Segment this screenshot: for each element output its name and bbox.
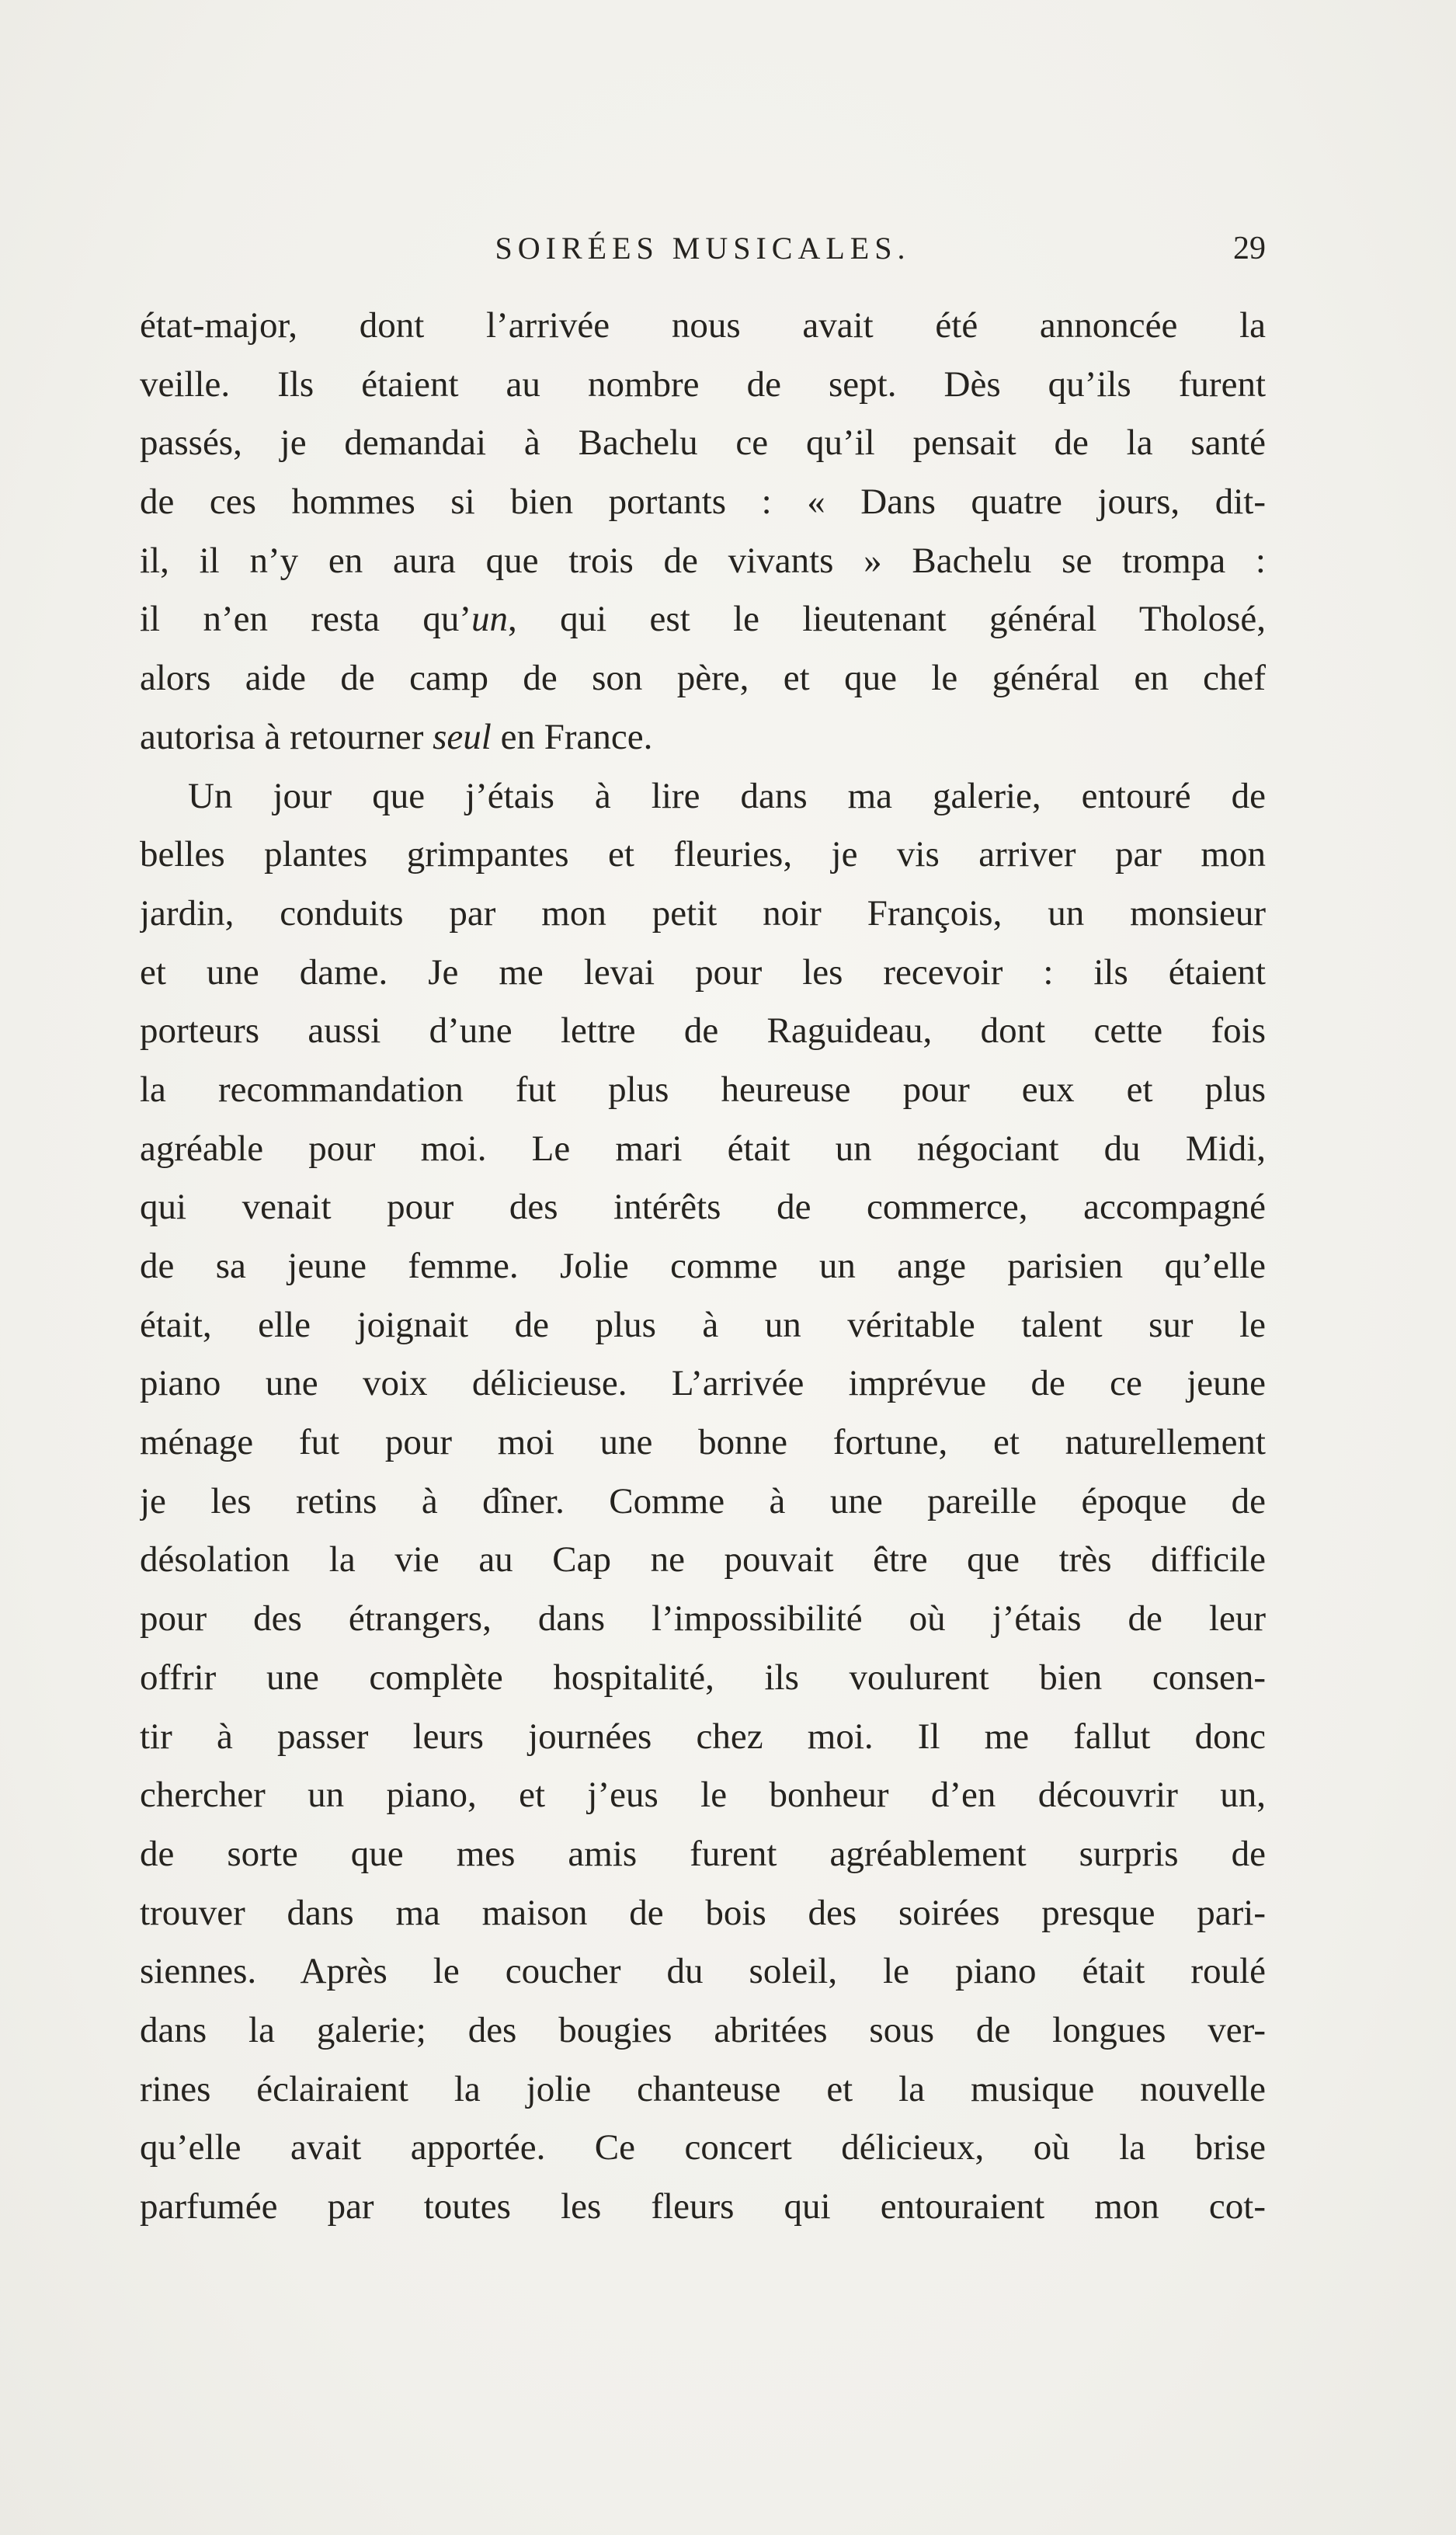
text-line: agréable pour moi. Le mari était un négociant du Midi, xyxy=(140,1128,1266,1169)
text-line: alors aide de camp de son père, et que le général en chef xyxy=(140,658,1266,699)
text-line: la recommandation fut plus heureuse pour eux et plus xyxy=(140,1069,1266,1110)
running-head xyxy=(140,225,1266,272)
italic-word: un xyxy=(471,599,509,640)
text-line: pour des étrangers, dans l’impossibilité où j’étais de leur xyxy=(140,1598,1266,1640)
text-line: désolation la vie au Cap ne pouvait être que très difficile xyxy=(140,1539,1266,1580)
text-segment: en France. xyxy=(491,716,653,757)
text-line: veille. Ils étaient au nombre de sept. Dès qu’ils furent xyxy=(140,363,1266,405)
text-line: qui venait pour des intérêts de commerce, accompagné xyxy=(140,1187,1266,1228)
text-line: tir à passer leurs journées chez moi. Il me fallut donc xyxy=(140,1716,1266,1757)
text-line: de ces hommes si bien portants : « Dans quatre jours, dit- xyxy=(140,482,1266,523)
page-number: 29 xyxy=(1233,231,1266,266)
italic-word: seul xyxy=(433,716,492,757)
text-line: qu’elle avait apportée. Ce concert délicieux, où la brise xyxy=(140,2127,1266,2168)
text-line: de sa jeune femme. Jolie comme un ange parisien qu’elle xyxy=(140,1246,1266,1286)
text-line: et une dame. Je me levai pour les recevoir : ils étaient xyxy=(140,951,1266,993)
body-text xyxy=(140,297,1266,2237)
text-line: état-major, dont l’arrivée nous avait été annoncée la xyxy=(140,305,1266,346)
text-line: passés, je demandai à Bachelu ce qu’il pensait de la santé xyxy=(140,422,1266,464)
text-segment: autorisa à retourner xyxy=(140,716,433,757)
text-line: offrir une complète hospitalité, ils voulurent bien consen- xyxy=(140,1657,1266,1698)
text-line: jardin, conduits par mon petit noir François, un monsieur xyxy=(140,892,1266,934)
running-title: SOIRÉES MUSICALES. xyxy=(495,231,911,266)
text-line: belles plantes grimpantes et fleuries, je vis arriver par mon xyxy=(140,834,1266,875)
text-line: ménage fut pour moi une bonne fortune, et naturellement xyxy=(140,1422,1266,1463)
text-line: Un jour que j’étais à lire dans ma galerie, entouré de xyxy=(188,775,1266,816)
text-segment: il n’en resta qu’ xyxy=(140,599,472,640)
text-line: était, elle joignait de plus à un véritable talent sur le xyxy=(140,1304,1266,1345)
text-line: trouver dans ma maison de bois des soirées presque pari- xyxy=(140,1892,1266,1933)
text-line: siennes. Après le coucher du soleil, le piano était roulé xyxy=(140,1951,1266,1992)
text-line: il, il n’y en aura que trois de vivants » Bachelu se trompa : xyxy=(140,540,1266,581)
text-line: rines éclairaient la jolie chanteuse et la musique nouvelle xyxy=(140,2068,1266,2109)
text-line: dans la galerie; des bougies abritées sous de longues ver- xyxy=(140,2009,1266,2050)
text-segment: , qui est le lieutenant général Tholosé, xyxy=(508,599,1266,640)
text-line: chercher un piano, et j’eus le bonheur d’en découvrir un, xyxy=(140,1775,1266,1816)
text-line: je les retins à dîner. Comme à une pareille époque de xyxy=(140,1480,1266,1521)
text-line: piano une voix délicieuse. L’arrivée imprévue de ce jeune xyxy=(140,1363,1266,1404)
text-line: porteurs aussi d’une lettre de Raguideau, dont cette fois xyxy=(140,1010,1266,1052)
text-line: parfumée par toutes les fleurs qui entouraient mon cot- xyxy=(140,2186,1266,2227)
text-line xyxy=(140,708,1266,767)
text-line xyxy=(140,590,1266,649)
text-line: de sorte que mes amis furent agréablement surpris de xyxy=(140,1833,1266,1874)
